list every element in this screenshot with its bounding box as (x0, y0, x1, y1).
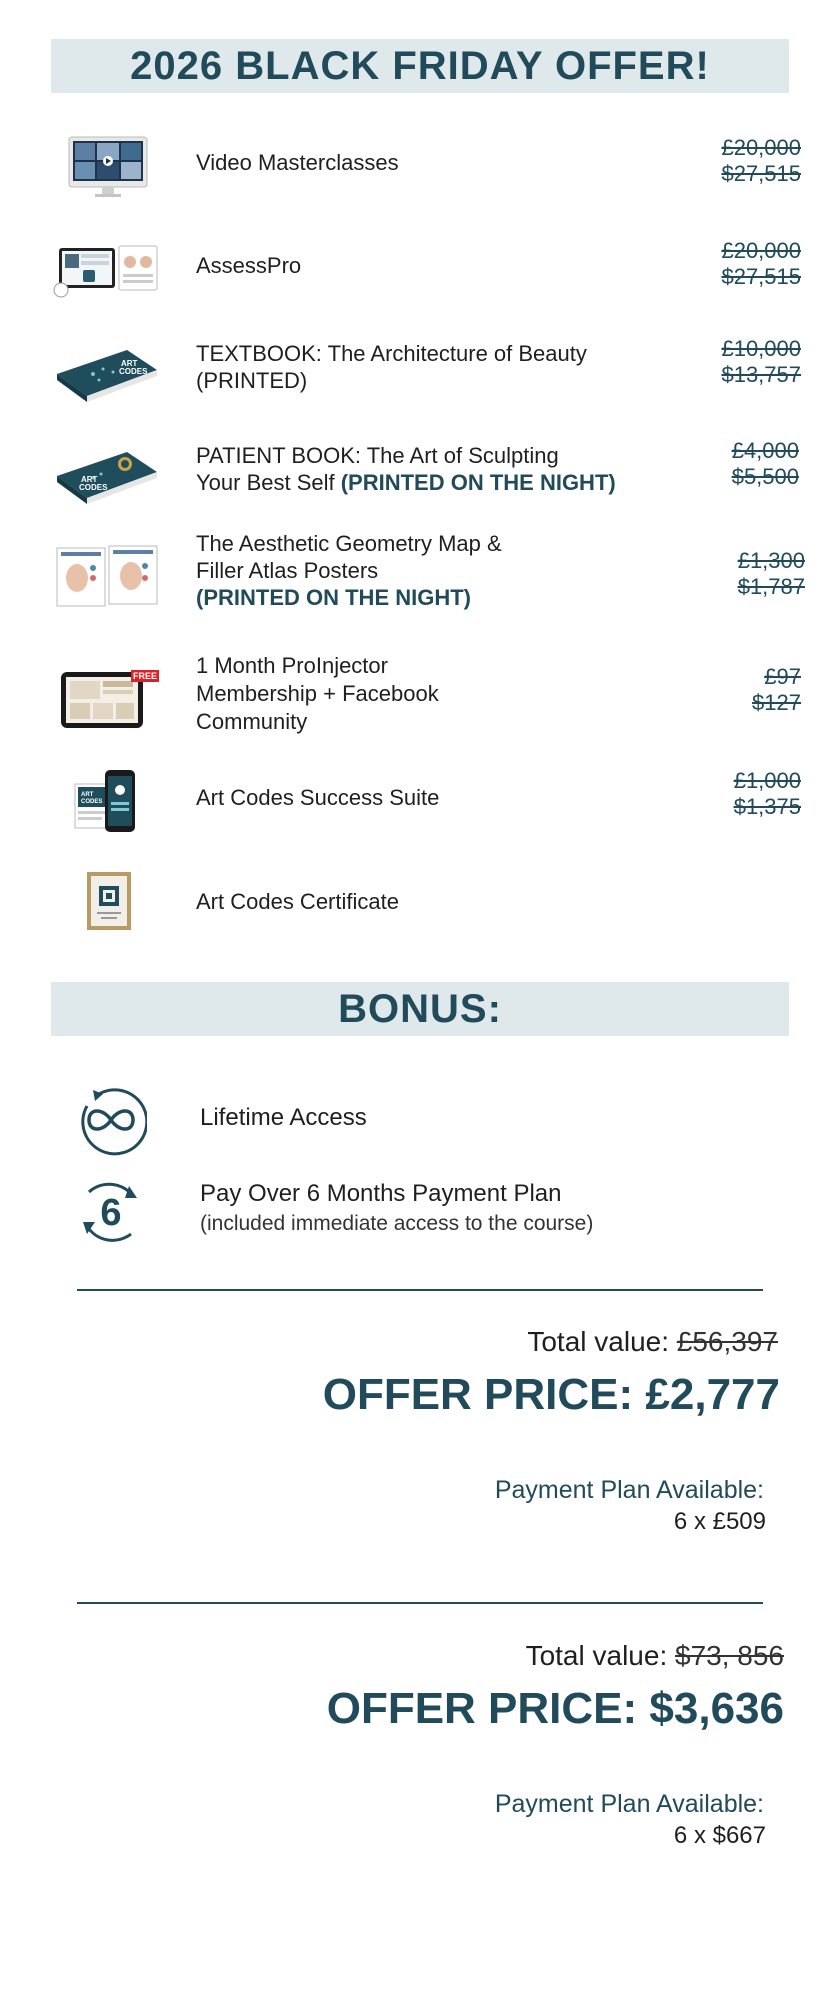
price-usd: $27,515 (721, 161, 801, 186)
payment-plan-label: Payment Plan Available: (494, 1476, 764, 1504)
printed-note: (PRINTED ON THE NIGHT) (196, 585, 471, 610)
list-item (51, 438, 801, 510)
svg-text:CODES: CODES (81, 799, 103, 805)
item-name: PATIENT BOOK: The Art of Sculpting Your Best Self (PRINTED ON THE NIGHT) (196, 443, 616, 495)
item-price (721, 336, 801, 388)
bonus-banner (51, 982, 789, 1036)
item-name: Art Codes Success Suite (196, 785, 440, 810)
bonus-item (75, 1084, 775, 1160)
svg-text:6: 6 (100, 1192, 122, 1234)
item-name: TEXTBOOK: The Architecture of Beauty (PRINTED) (196, 341, 587, 393)
svg-text:CODES: CODES (79, 483, 108, 492)
list-item (51, 652, 801, 744)
bonus-label: Pay Over 6 Months Payment Plan (included immediate access to the course) (200, 1180, 594, 1235)
list-item (51, 336, 801, 408)
payment-plan-value: 6 x $667 (673, 1822, 766, 1849)
price-usd: $127 (752, 690, 801, 715)
svg-text:ART: ART (121, 359, 138, 368)
svg-text:ART: ART (81, 792, 94, 798)
certificate-icon (53, 868, 161, 934)
free-badge: FREE (132, 671, 158, 681)
price-gbp: £1,000 (733, 768, 801, 793)
payment-plan-label: Payment Plan Available: (494, 1790, 764, 1818)
total-value-amount: $73, 856 (675, 1640, 784, 1671)
svg-text:ART: ART (81, 475, 98, 484)
divider (77, 1602, 763, 1604)
payment-plan-value: 6 x £509 (673, 1508, 766, 1535)
price-gbp: £20,000 (721, 238, 801, 263)
price-usd: $1,375 (733, 794, 801, 819)
phone-icon (53, 768, 161, 836)
item-price (752, 664, 801, 716)
item-price (721, 135, 801, 187)
devices-icon (53, 244, 161, 300)
price-gbp: £4,000 (731, 438, 799, 463)
item-price (732, 438, 799, 490)
price-gbp: £10,000 (721, 336, 801, 361)
item-price (734, 768, 801, 820)
item-price (721, 238, 801, 290)
offer-title: 2026 BLACK FRIDAY OFFER! (130, 44, 710, 88)
price-usd: $5,500 (731, 464, 799, 489)
offer-price: OFFER PRICE: $3,636 (326, 1684, 784, 1733)
list-item (51, 236, 801, 306)
item-name: Video Masterclasses (196, 150, 399, 175)
bonus-title: BONUS: (338, 987, 502, 1031)
posters-icon (53, 544, 161, 608)
total-value: Total value: $73, 856 (525, 1640, 784, 1671)
infinity-icon (75, 1084, 147, 1156)
item-name: 1 Month ProInjector Membership + Facebook Community (196, 653, 439, 734)
tablet-icon (53, 668, 161, 730)
textbook-icon (53, 336, 161, 406)
bonus-sub: (included immediate access to the course) (200, 1212, 594, 1235)
bonus-label: Lifetime Access (200, 1104, 367, 1131)
svg-text:CODES: CODES (119, 367, 148, 376)
price-usd: $13,757 (721, 362, 801, 387)
divider (77, 1289, 763, 1291)
six-months-icon (75, 1176, 147, 1248)
price-usd: $1,787 (737, 574, 805, 599)
printed-note: (PRINTED ON THE NIGHT) (340, 470, 616, 495)
item-name: Art Codes Certificate (196, 889, 399, 914)
patient-book-icon (53, 438, 161, 508)
price-usd: $27,515 (721, 264, 801, 289)
total-value-amount: £56,397 (676, 1326, 778, 1357)
bonus-item (75, 1176, 775, 1256)
list-item (51, 868, 801, 938)
list-item (51, 530, 805, 622)
monitor-icon (53, 135, 161, 201)
price-gbp: £1,300 (737, 548, 805, 573)
list-item (51, 133, 801, 203)
offer-price: OFFER PRICE: £2,777 (322, 1370, 780, 1419)
price-gbp: £97 (764, 664, 801, 689)
item-name: AssessPro (196, 253, 302, 278)
item-name: The Aesthetic Geometry Map & Filler Atlas Posters (PRINTED ON THE NIGHT) (196, 531, 502, 610)
offer-title-banner (51, 39, 789, 93)
list-item (51, 766, 801, 838)
price-gbp: £20,000 (721, 135, 801, 160)
item-price (738, 548, 805, 600)
total-value: Total value: £56,397 (527, 1326, 778, 1357)
